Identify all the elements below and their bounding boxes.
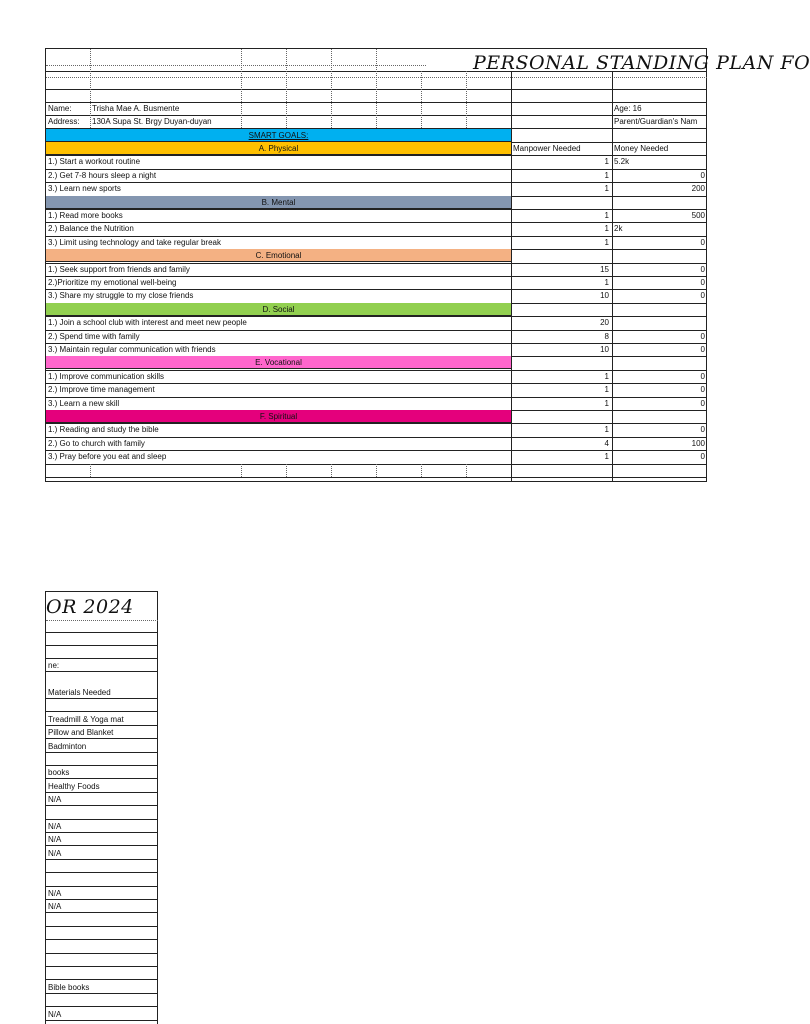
money-header: Money Needed <box>614 144 669 153</box>
materials-value: Treadmill & Yoga mat <box>46 713 158 726</box>
grid-divider <box>286 464 287 477</box>
grid-divider <box>90 464 91 477</box>
category-band: F. Spiritual <box>46 410 511 423</box>
money-value: 0 <box>700 264 705 274</box>
manpower-value: 10 <box>600 291 609 301</box>
goal-text: 3.) Learn a new skill <box>48 398 120 408</box>
guardian-label-continued: ne: <box>46 659 158 672</box>
goal-text: 2.) Balance the Nutrition <box>48 224 134 234</box>
plan-table <box>45 48 810 482</box>
guardian-label: Parent/Guardian's Nam <box>614 117 698 126</box>
goal-text: 3.) Learn new sports <box>48 184 121 194</box>
materials-band-row <box>46 753 158 766</box>
manpower-value: 1 <box>604 211 609 220</box>
manpower-header: Manpower Needed <box>513 144 581 153</box>
money-value: 5.2k <box>614 157 630 167</box>
goal-text: 2.) Go to church with family <box>48 438 145 448</box>
goal-text: 2.)Prioritize my emotional well-being <box>48 278 177 287</box>
grid-divider <box>421 464 422 477</box>
money-value: 2k <box>614 224 623 234</box>
goal-text: 1.) Start a workout routine <box>48 157 141 167</box>
manpower-value: 1 <box>604 385 609 395</box>
money-value: 200 <box>691 184 705 194</box>
goal-text: 3.) Pray before you eat and sleep <box>48 452 167 462</box>
address-value: 130A Supa St. Brgy Duyan-duyan <box>92 117 212 126</box>
grid-divider <box>466 464 467 477</box>
materials-band-row <box>46 807 158 820</box>
manpower-value: 8 <box>604 331 609 341</box>
materials-value <box>46 941 158 954</box>
goal-text: 2.) Get 7-8 hours sleep a night <box>48 170 157 180</box>
page-title: PERSONAL STANDING PLAN FO <box>473 52 810 74</box>
goal-text: 1.) Improve communication skills <box>48 371 165 381</box>
goal-text: 1.) Seek support from friends and family <box>48 264 190 274</box>
money-value: 0 <box>700 278 705 287</box>
goal-text: 3.) Limit using technology and take regular break <box>48 237 221 247</box>
materials-value: N/A <box>46 887 158 900</box>
address-label: Address: <box>48 117 80 126</box>
manpower-value: 15 <box>600 264 609 274</box>
money-value: 0 <box>700 345 705 354</box>
materials-value: Badminton <box>46 740 158 753</box>
materials-value: N/A <box>46 833 158 846</box>
category-band: E. Vocational <box>46 356 511 369</box>
money-value: 0 <box>700 371 705 381</box>
goal-text: 3.) Share my struggle to my close friends <box>48 291 194 301</box>
materials-header: Materials Needed <box>46 686 158 699</box>
manpower-value: 1 <box>604 157 609 167</box>
goal-text: 2.) Spend time with family <box>48 331 140 341</box>
manpower-value: 1 <box>604 224 609 234</box>
manpower-value: 4 <box>604 438 609 448</box>
materials-value <box>46 994 158 1007</box>
category-band: A. Physical <box>46 142 511 155</box>
manpower-value: 1 <box>604 371 609 381</box>
materials-band-row <box>46 967 158 980</box>
materials-value: books <box>46 766 158 779</box>
goal-text: 3.) Maintain regular communication with friends <box>48 345 216 354</box>
materials-value <box>46 874 158 887</box>
materials-value: N/A <box>46 847 158 860</box>
money-value: 0 <box>700 385 705 395</box>
materials-value <box>46 954 158 967</box>
money-value: 500 <box>691 211 705 220</box>
manpower-value: 1 <box>604 452 609 462</box>
materials-value: Pillow and Blanket <box>46 726 158 739</box>
money-value: 100 <box>691 438 705 448</box>
money-value: 0 <box>700 425 705 435</box>
money-value: 0 <box>700 398 705 408</box>
manpower-value: 20 <box>600 318 609 328</box>
page-title-continued: OR 2024 <box>46 596 134 618</box>
manpower-value: 1 <box>604 170 609 180</box>
materials-band-row <box>46 860 158 873</box>
money-value: 0 <box>700 237 705 247</box>
smart-goals-header: SMART GOALS: <box>46 129 511 142</box>
manpower-value: 10 <box>600 345 609 354</box>
row-line <box>46 477 707 478</box>
manpower-value: 1 <box>604 184 609 194</box>
manpower-value: 1 <box>604 237 609 247</box>
grid-divider <box>241 464 242 477</box>
materials-value: N/A <box>46 820 158 833</box>
goal-text: 1.) Join a school club with interest and meet new people <box>48 318 247 328</box>
category-band: D. Social <box>46 303 511 316</box>
goal-text: 1.) Reading and study the bible <box>48 425 159 435</box>
manpower-value: 1 <box>604 425 609 435</box>
category-band: C. Emotional <box>46 249 511 262</box>
money-value: 0 <box>700 331 705 341</box>
category-band: B. Mental <box>46 196 511 209</box>
name-label: Name: <box>48 104 72 113</box>
goal-text: 2.) Improve time management <box>48 385 155 395</box>
materials-table <box>45 591 158 1024</box>
materials-band-row <box>46 699 158 712</box>
materials-band-row <box>46 914 158 927</box>
materials-value: Bible books <box>46 981 158 994</box>
name-value: Trisha Mae A. Busmente <box>92 104 180 113</box>
materials-value <box>46 927 158 940</box>
materials-value: N/A <box>46 1008 158 1021</box>
goal-text: 1.) Read more books <box>48 211 123 220</box>
money-value: 0 <box>700 452 705 462</box>
grid-divider <box>376 464 377 477</box>
manpower-value: 1 <box>604 398 609 408</box>
money-value: 0 <box>700 291 705 301</box>
grid-divider <box>331 464 332 477</box>
manpower-value: 1 <box>604 278 609 287</box>
materials-value: N/A <box>46 900 158 913</box>
materials-value: N/A <box>46 793 158 806</box>
money-value: 0 <box>700 170 705 180</box>
age-value: Age: 16 <box>614 104 642 113</box>
materials-value: Healthy Foods <box>46 780 158 793</box>
